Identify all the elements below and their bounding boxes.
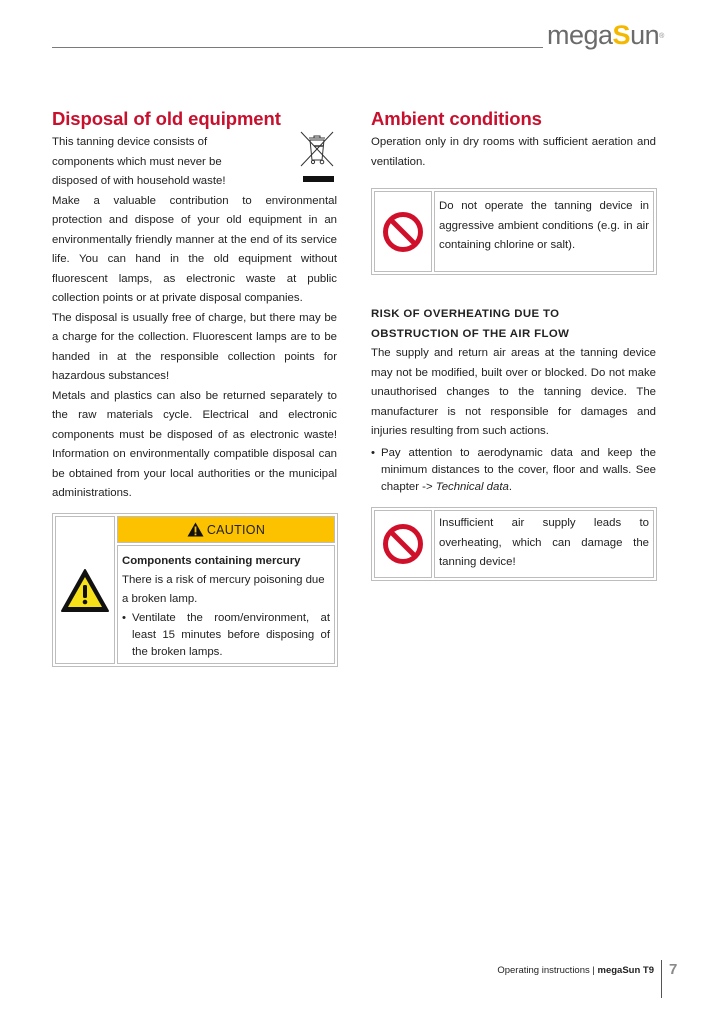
logo-highlight: S [612,20,631,50]
risk-title-line: OBSTRUCTION OF THE AIR FLOW [371,327,570,340]
prohibition-icon-cell [374,191,432,272]
caution-heading: Components containing mercury [122,555,301,567]
logo-suffix: un [630,20,660,50]
caution-box [52,513,338,667]
disposal-section [52,107,337,504]
risk-bullet-end: . [508,480,512,493]
prohibition-sign-icon [382,523,424,565]
risk-bullet-text: Pay attention to aerodynamic data and keep the minimum distances to the cover, floor and walls. See chapter -> [381,446,656,493]
warning-triangle-small-icon [187,522,204,537]
ambient-intro: Operation only in dry rooms with sufficient aeration and ventilation. [371,136,656,168]
disposal-paragraph: The disposal is usually free of charge, but there may be a charge for the collection. Fluorescent lamps are to be handed in at the responsible collection points for hazardous substances! [52,311,337,382]
logo-registered-mark: ® [659,33,664,40]
prohibition-text: Do not operate the tanning device in aggressive ambient conditions (e.g. in air containing chlorine or salt). [434,191,654,272]
caution-bullet-text: Ventilate the room/environment, at least 15 minutes before disposing of the broken lamps. [132,612,330,658]
caution-icon-cell [55,516,115,664]
caution-header [117,516,335,543]
prohibition-text: Insufficient air supply leads to overheating, which can damage the tanning device! [434,510,654,578]
risk-title-line: RISK OF OVERHEATING DUE TO [371,308,560,320]
risk-section [371,305,656,496]
logo-prefix: mega [547,20,613,50]
prohibition-icon-cell [374,510,432,578]
intro-line: disposed of with household waste! [52,175,226,187]
intro-line: This tanning device consists of [52,136,208,148]
risk-text: The supply and return air areas at the tanning device may not be modified, built over or blocked. Do not make unauthorised changes to the tanning device. The manufacturer is not responsible for damages and injuries resulting from such actions. [371,347,656,437]
risk-bullet: • Pay attention to aerodynamic data and keep the minimum distances to the cover, floor and walls. See chapter -> Technical data. [371,446,656,493]
caution-bullet: • Ventilate the room/environment, at least 15 minutes before disposing of the broken lamps. [122,610,330,661]
footer-doc-label [497,965,654,976]
prohibition-notice-air-supply [371,507,657,581]
footer-product: megaSun T9 [597,965,654,976]
section-title-ambient: Ambient conditions [371,108,542,129]
technical-data-reference: Technical data [435,480,509,493]
caution-content [117,545,335,664]
caution-text: There is a risk of mercury poisoning due a broken lamp. [122,574,325,605]
section-title-disposal: Disposal of old equipment [52,108,281,129]
disposal-intro [52,133,337,192]
intro-line: components which must never be [52,155,222,168]
megasun-logo [547,20,664,50]
prohibition-sign-icon [382,211,424,253]
header-rule [52,47,543,48]
ambient-section [371,107,656,172]
caution-label: CAUTION [206,522,266,537]
page-number: 7 [669,961,678,978]
disposal-paragraph: Metals and plastics can also be returned separately to the raw materials cycle. Electrical and electronic components must be disposed of as electronic waste! Information on environmentally compatible disposal can be obtained from your local authorities or the municipal administrations. [52,389,337,499]
disposal-paragraph: Make a valuable contribution to environmental protection and dispose of your old equipment in an environmentally friendly manner at the end of its service life. You can hand in the old equipment without fluorescent lamps, as electronic waste at public collection points or at private disposal companies. [52,194,337,304]
footer-label: Operating instructions | [497,965,598,976]
crossed-out-wheelie-bin-icon [299,130,335,186]
warning-triangle-icon [60,568,110,613]
prohibition-notice-chlorine [371,188,657,275]
footer-divider [661,960,662,998]
